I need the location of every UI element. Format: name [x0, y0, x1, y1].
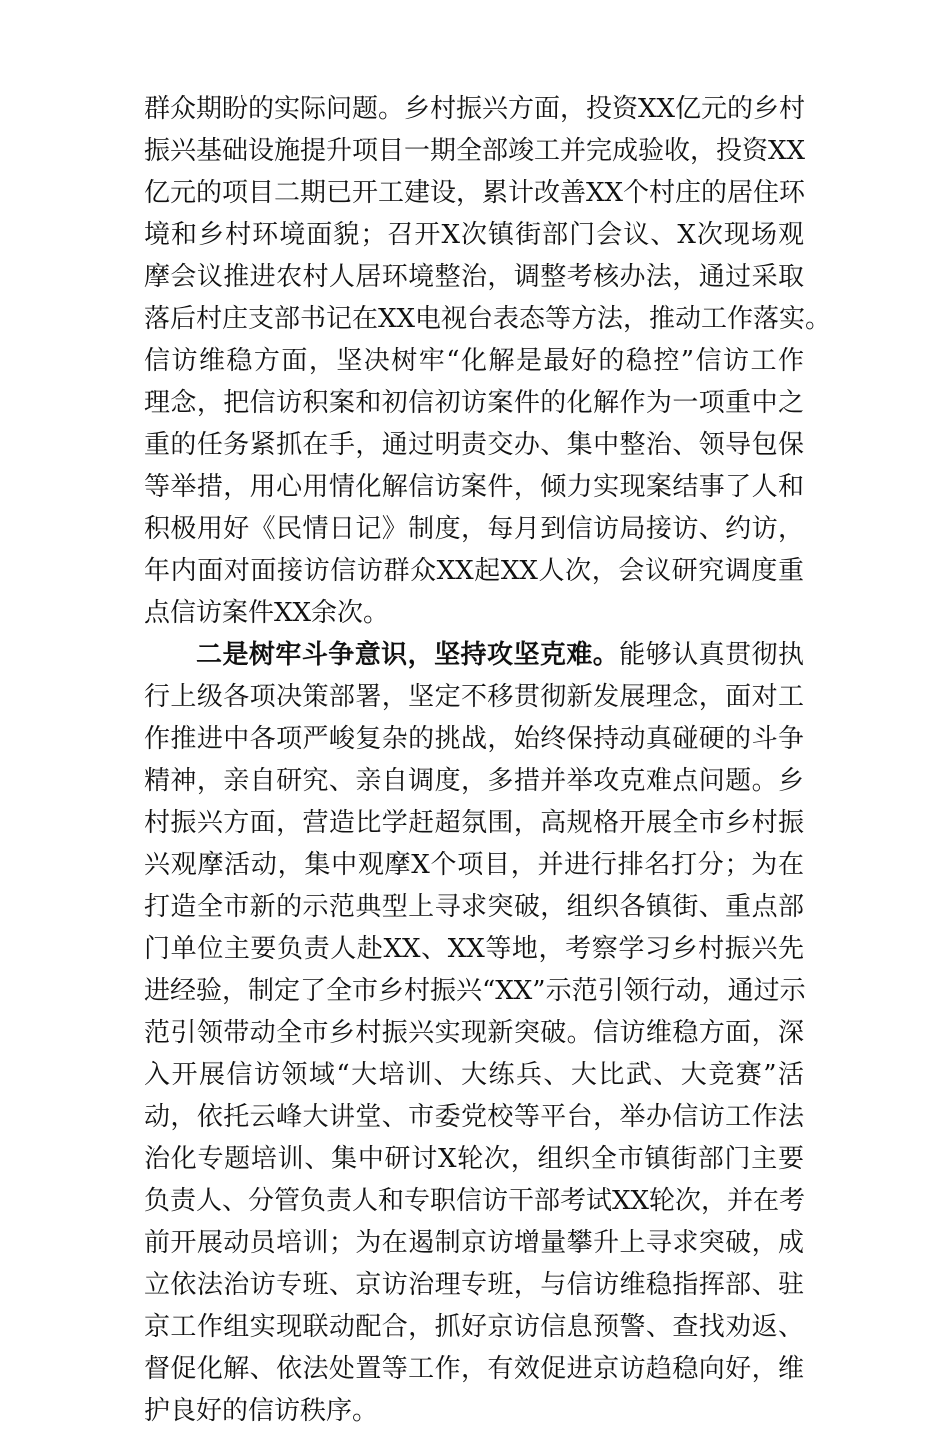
paragraph-line: 信访维稳方面，坚决树牢“化解是最好的稳控”信访工作: [144, 346, 804, 376]
paragraph-line: 治化专题培训、集中研讨X轮次，组织全市镇街部门主要: [144, 1144, 804, 1174]
paragraph-line: 行上级各项决策部署，坚定不移贯彻新发展理念，面对工: [144, 682, 804, 712]
paragraph-line: 点信访案件XX余次。: [144, 598, 390, 628]
paragraph-line: 重的任务紧抓在手，通过明责交办、集中整治、领导包保: [144, 430, 804, 460]
paragraph-lead-heading: 二是树牢斗争意识，坚持攻坚克难。: [196, 640, 620, 670]
paragraph-line: 督促化解、依法处置等工作，有效促进京访趋稳向好，维: [144, 1354, 804, 1384]
paragraph-line: 范引领带动全市乡村振兴实现新突破。信访维稳方面，深: [144, 1018, 804, 1048]
paragraph-line: 前开展动员培训；为在遏制京访增量攀升上寻求突破，成: [144, 1228, 804, 1258]
paragraph-line: 精神，亲自研究、亲自调度，多措并举攻克难点问题。乡: [144, 766, 804, 796]
paragraph-first-line: [144, 634, 804, 676]
paragraph-line: 负责人、分管负责人和专职信访干部考试XX轮次，并在考: [144, 1186, 806, 1216]
paragraph-line: 进经验，制定了全市乡村振兴“XX”示范引领行动，通过示: [144, 976, 806, 1006]
paragraph-line: 村振兴方面，营造比学赶超氛围，高规格开展全市乡村振: [144, 808, 804, 838]
paragraph-line: 落后村庄支部书记在XX电视台表态等方法，推动工作落实。: [144, 304, 832, 334]
paragraph-line: 门单位主要负责人赴XX、XX等地，考察学习乡村振兴先: [144, 934, 804, 964]
paragraph-line: 京工作组实现联动配合，抓好京访信息预警、查找劝返、: [144, 1312, 804, 1342]
paragraph-1: [144, 88, 832, 634]
paragraph-first-line-text: 能够认真贯彻执: [619, 640, 804, 670]
paragraph-line: 打造全市新的示范典型上寻求突破，组织各镇街、重点部: [144, 892, 804, 922]
paragraph-line: 护良好的信访秩序。: [144, 1396, 379, 1426]
paragraph-line: 亿元的项目二期已开工建设，累计改善XX个村庄的居住环: [144, 178, 806, 208]
paragraph-line: 兴观摩活动，集中观摩X个项目，并进行排名打分；为在: [144, 850, 804, 880]
paragraph-line: 动，依托云峰大讲堂、市委党校等平台，举办信访工作法: [144, 1102, 804, 1132]
paragraph-line: 等举措，用心用情化解信访案件，倾力实现案结事了人和: [144, 472, 804, 502]
paragraph-line: 积极用好《民情日记》制度，每月到信访局接访、约访，: [144, 514, 804, 544]
paragraph-line: 振兴基础设施提升项目一期全部竣工并完成验收，投资XX: [144, 136, 806, 166]
paragraph-line: 作推进中各项严峻复杂的挑战，始终保持动真碰硬的斗争: [144, 724, 804, 754]
paragraph-2: [144, 634, 804, 1432]
paragraph-line: 群众期盼的实际问题。乡村振兴方面，投资XX亿元的乡村: [144, 94, 806, 124]
paragraph-line: 入开展信访领域“大培训、大练兵、大比武、大竞赛”活: [144, 1060, 804, 1090]
paragraph-line: 理念，把信访积案和初信初访案件的化解作为一项重中之: [144, 388, 804, 418]
paragraph-line: 境和乡村环境面貌；召开X次镇街部门会议、X次现场观: [144, 220, 804, 250]
paragraph-line: 摩会议推进农村人居环境整治，调整考核办法，通过采取: [144, 262, 804, 292]
paragraph-line: 年内面对面接访信访群众XX起XX人次，会议研究调度重: [144, 556, 804, 586]
paragraph-line: 立依法治访专班、京访治理专班，与信访维稳指挥部、驻: [144, 1270, 804, 1300]
